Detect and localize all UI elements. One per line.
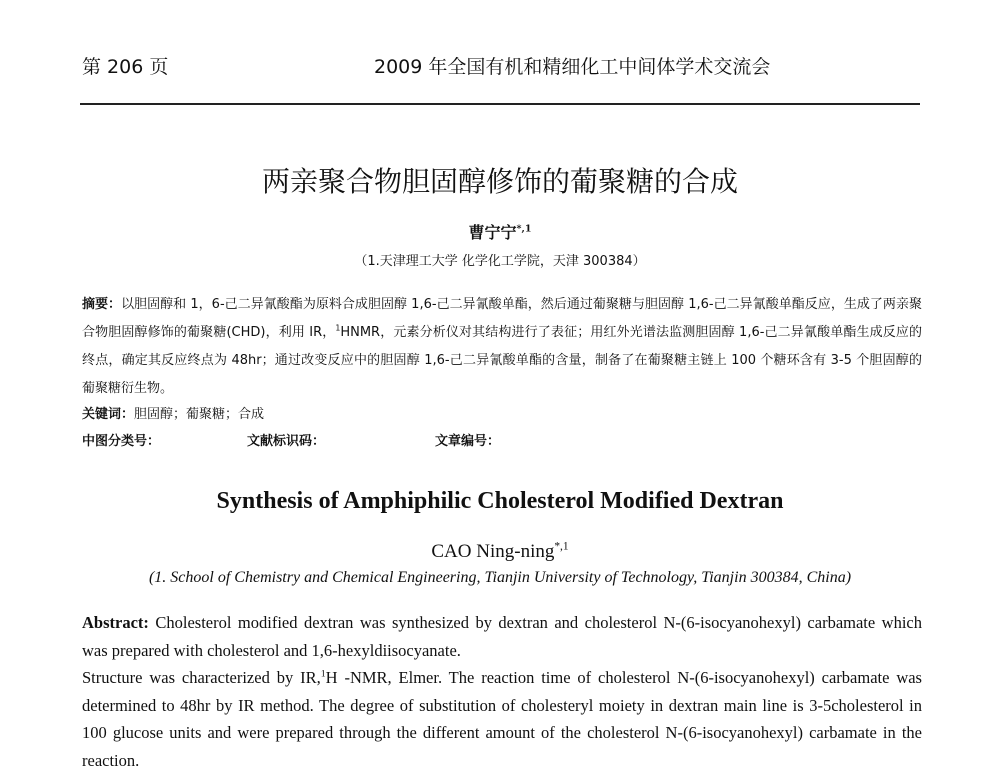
article-no-label: 文章编号： xyxy=(435,434,501,449)
page-number: 第 206 页 xyxy=(82,56,169,78)
english-author xyxy=(0,541,1000,563)
keywords-value: 胆固醇；葡聚糖；合成 xyxy=(134,407,265,422)
english-affiliation: (1. School of Chemistry and Chemical Engineering, Tianjin University of Technology, Tianjin 300384, China) xyxy=(148,569,852,586)
chinese-title: 两亲聚合物胆固醇修饰的葡聚糖的合成 xyxy=(261,165,738,198)
abstract-label: 摘要： xyxy=(82,297,122,312)
abstract-sup: 1 xyxy=(335,323,341,333)
doc-code-label: 文献标识码： xyxy=(247,434,326,449)
english-abstract xyxy=(82,609,922,774)
english-title: Synthesis of Amphiphilic Cholesterol Modified Dextran xyxy=(216,488,784,514)
abstract-text-cont: HNMR，元素分析仪对其结构进行了表征；用红外光谱法监测胆固醇 1,6-己二异氰酸单酯生成反应的终点，确定其反应终点为 48hr；通过改变反应中的胆固醇 1,6-己二异氰酸单酯的含量，制备了在葡聚糖主链上 100 个糖环含有 3-5 个胆固醇的葡聚糖衍生物。 xyxy=(82,325,922,396)
header-rule xyxy=(80,103,920,105)
chinese-abstract xyxy=(82,291,922,403)
abstract-p2b: H -NMR, Elmer. The reaction time of cholesterol N-(6-isocyanohexyl) carbamate was determined to 48hr by IR method. The degree of substitution of cholesteryl moiety in dextran main line is 3-5cholesterol in 100 glucose units and were prepared through the different amount of the cholesterol N-(6-isocyanohexyl) carbamate in the reaction. xyxy=(82,668,922,770)
author-sup: *,1 xyxy=(516,223,532,235)
author-sup-en: *,1 xyxy=(554,540,569,553)
clc-label: 中图分类号： xyxy=(82,434,161,449)
keywords-label: 关键词： xyxy=(82,407,135,422)
abstract-p1: Cholesterol modified dextran was synthesized by dextran and cholesterol N-(6-isocyanohexyl) carbamate which was prepared with cholesterol and 1,6-hexyldiisocyanate. xyxy=(82,613,922,660)
author-name: 曹宁宁 xyxy=(468,223,517,242)
keywords xyxy=(82,403,264,422)
conference-title: 2009 年全国有机和精细化工中间体学术交流会 xyxy=(374,56,771,78)
author-name-en: CAO Ning-ning xyxy=(431,541,555,562)
chinese-affiliation: （1.天津理工大学 化学化工学院，天津 300384） xyxy=(354,254,646,269)
abstract-p2-sup: 1 xyxy=(320,668,326,680)
chinese-author xyxy=(0,220,1000,243)
abstract-p2a: Structure was characterized by IR, xyxy=(82,668,321,687)
abstract-text: 以胆固醇和 1，6-己二异氰酸酯为原料合成胆固醇 1,6-己二异氰酸单酯，然后通过葡聚糖与胆固醇 1,6-己二异氰酸单酯反应，生成了两亲聚合物胆固醇修饰的葡聚糖(CHD)，利用 IR， xyxy=(82,297,922,340)
abstract-label-en: Abstract: xyxy=(82,613,149,632)
